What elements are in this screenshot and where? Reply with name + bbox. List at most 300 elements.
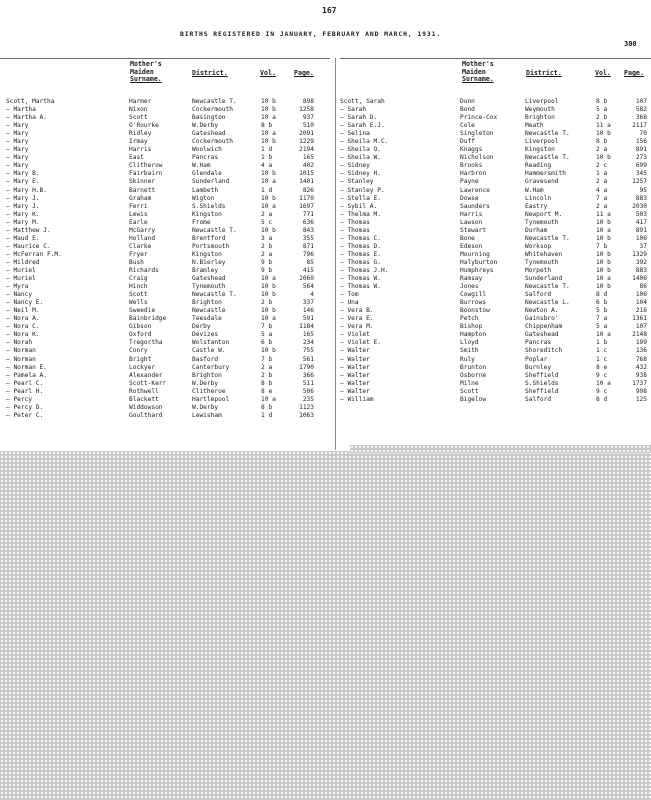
entry-page: 1258	[299, 106, 314, 114]
entry-name: — Mary J.	[6, 194, 40, 202]
entry-page: 2030	[632, 202, 647, 210]
entry-name: — Norah	[6, 339, 33, 347]
entry-page: 796	[302, 250, 314, 258]
entry-name: — Sarah D.	[340, 114, 378, 122]
entry-district: W.Derby	[192, 379, 219, 387]
entry-page: 2148	[632, 331, 647, 339]
entry-vol: 1 d	[261, 146, 273, 154]
entry-district: Durham	[525, 226, 548, 234]
entry-vol: 10 b	[596, 154, 611, 162]
entry-name: — Muriel	[6, 275, 36, 283]
entry-maiden: Wells	[129, 299, 148, 307]
entry-vol: 9 b	[261, 258, 273, 266]
entry-page: 165	[302, 154, 314, 162]
entry-district: Worksop	[525, 242, 552, 250]
entry-row	[6, 275, 331, 283]
entry-district: Devizes	[192, 331, 219, 339]
entry-district: Sheffield	[525, 387, 559, 395]
entry-name: — Thelma M.	[340, 210, 381, 218]
entry-vol: 2 a	[596, 146, 608, 154]
entry-row	[6, 299, 331, 307]
entry-district: Newcastle T.	[192, 98, 237, 105]
entry-maiden: Clarke	[129, 242, 152, 250]
entry-district: Reading	[525, 162, 552, 170]
entry-vol: 10 a	[596, 226, 611, 234]
entry-maiden: Milne	[460, 379, 479, 387]
entry-page: 1015	[299, 170, 314, 178]
entry-row	[340, 259, 651, 267]
entry-maiden: Harbron	[460, 170, 487, 178]
entry-row	[6, 372, 331, 380]
entry-vol: 2 a	[261, 210, 273, 218]
entry-name: — Vera M.	[340, 323, 374, 331]
entry-row	[6, 235, 331, 243]
entry-maiden: Duff	[460, 138, 475, 146]
entry-name: — Stanley P.	[340, 186, 385, 194]
entry-district: Meath	[525, 122, 544, 130]
entry-row	[6, 146, 331, 154]
entry-row	[340, 396, 651, 404]
entry-maiden: Jones	[460, 283, 479, 291]
entry-name: — Mary M.	[6, 218, 40, 226]
entry-maiden: Bush	[129, 258, 144, 266]
entry-vol: 5 a	[261, 331, 273, 339]
entry-maiden: Clitherow	[129, 162, 163, 170]
entry-page: 1401	[299, 178, 314, 186]
page-title: BIRTHS REGISTERED IN JANUARY, FEBRUARY AND MARCH, 1931.	[180, 30, 442, 38]
entry-page: 1184	[299, 323, 314, 331]
entry-name: — Mary H.B.	[6, 186, 47, 194]
entry-district: Gainsbro'	[525, 315, 559, 323]
entry-name: — Walter	[340, 379, 370, 387]
scan-dotted-step	[350, 445, 651, 453]
entry-district: W.Derby	[192, 403, 219, 411]
entry-page: 368	[635, 114, 647, 122]
entry-vol: 11 a	[596, 122, 611, 130]
entry-maiden: Graham	[129, 194, 152, 202]
entry-district: Cockermouth	[192, 138, 233, 146]
entry-page: 70	[639, 130, 647, 138]
entry-district: Basington	[192, 114, 226, 122]
entry-name: — Myra	[6, 283, 29, 291]
entry-maiden: Oxford	[129, 331, 152, 339]
maiden-header-line2: Maiden	[130, 67, 154, 76]
entry-district: Bramley	[192, 266, 219, 274]
entry-maiden: Smith	[460, 347, 479, 355]
entry-page: 1063	[299, 411, 314, 419]
entry-maiden: Petch	[460, 315, 479, 323]
entry-district: Liverpool	[525, 98, 559, 105]
entry-vol: 2 c	[596, 162, 608, 170]
entry-vol: 5 a	[596, 323, 608, 331]
entry-maiden: Mourning	[460, 250, 490, 258]
entry-district: Newcastle T.	[525, 234, 570, 242]
entry-name: — Sheila W.	[340, 154, 381, 162]
entry-district: S.Shields	[192, 202, 226, 210]
entry-page: 1229	[299, 138, 314, 146]
entry-page: 826	[302, 186, 314, 194]
entry-vol: 10 b	[261, 106, 276, 114]
entry-maiden: Conry	[129, 347, 148, 355]
entry-row	[340, 154, 651, 162]
entry-page: 156	[635, 138, 647, 146]
entry-page: 216	[635, 307, 647, 315]
entry-district: Castle W.	[192, 347, 226, 355]
entry-maiden: Holland	[129, 234, 156, 242]
entry-row	[340, 98, 651, 106]
entry-district: Canterbury	[192, 363, 230, 371]
entry-vol: 2 b	[261, 299, 273, 307]
entry-page: 1123	[299, 403, 314, 411]
maiden-header-line1: Mother's	[462, 60, 494, 68]
entry-row	[340, 187, 651, 195]
entry-vol: 8 e	[261, 387, 273, 395]
entry-district: Liverpool	[525, 138, 559, 146]
entry-vol: 1 b	[261, 154, 273, 162]
entry-name: — Matthew J.	[6, 226, 51, 234]
entry-maiden: Alexander	[129, 371, 163, 379]
entry-page: 417	[635, 218, 647, 226]
entry-district: Weymouth	[525, 106, 555, 114]
entry-row	[340, 307, 651, 315]
entry-district: Morpeth	[525, 266, 552, 274]
entry-district: Newcastle	[192, 307, 226, 315]
entry-vol: 10 b	[261, 138, 276, 146]
entry-vol: 10 b	[596, 234, 611, 242]
entry-page: 591	[302, 315, 314, 323]
entry-page: 432	[635, 363, 647, 371]
entry-row	[6, 283, 331, 291]
entry-page: 506	[302, 387, 314, 395]
entry-page: 136	[635, 347, 647, 355]
entry-row	[340, 339, 651, 347]
entry-row	[340, 347, 651, 355]
entry-vol: 10 a	[261, 114, 276, 122]
entry-name: — Nora C.	[6, 323, 40, 331]
volume-number: 300	[624, 40, 637, 48]
entry-name: — Vera B.	[340, 307, 374, 315]
entry-vol: 7 b	[261, 355, 273, 363]
entry-vol: 8 e	[596, 363, 608, 371]
entry-page: 366	[302, 371, 314, 379]
entry-row	[6, 195, 331, 203]
entry-district: Teesdale	[192, 315, 222, 323]
entry-page: 1697	[299, 202, 314, 210]
entry-name: — Una	[340, 299, 359, 307]
maiden-header-line1: Mother's	[130, 60, 162, 68]
entry-name: — Sarah	[340, 106, 367, 114]
entry-maiden: Fryer	[129, 250, 148, 258]
entry-district: W.Ham	[525, 186, 544, 194]
entry-name: — Thomas J.H.	[340, 266, 389, 274]
entry-vol: 7 b	[261, 323, 273, 331]
entry-name: — Stanley	[340, 178, 374, 186]
entry-name: — Stella E.	[340, 194, 381, 202]
entry-page: 165	[302, 331, 314, 339]
entry-row	[6, 404, 331, 412]
entry-vol: 10 a	[261, 202, 276, 210]
entry-maiden: Bone	[460, 234, 475, 242]
entry-page: 273	[635, 154, 647, 162]
entry-row	[6, 106, 331, 114]
entry-row	[340, 235, 651, 243]
scan-dotted-region	[0, 451, 651, 800]
entry-vol: 8 b	[261, 403, 273, 411]
entry-page: 883	[635, 194, 647, 202]
entry-name: — Mary K.	[6, 210, 40, 218]
entry-maiden: Nicholson	[460, 154, 494, 162]
maiden-header-line3: Surname.	[130, 75, 162, 84]
entry-vol: 5 b	[596, 307, 608, 315]
entry-vol: 8 b	[596, 138, 608, 146]
entry-vol: 9 b	[261, 266, 273, 274]
entry-maiden: O'Rourke	[129, 122, 159, 130]
entry-row	[340, 122, 651, 130]
entry-name: — Thomas	[340, 226, 370, 234]
entry-maiden: Bright	[129, 355, 152, 363]
entry-district: Wolstanton	[192, 339, 230, 347]
entry-row	[340, 315, 651, 323]
entry-vol: 10 b	[261, 283, 276, 291]
entry-page: 2091	[299, 130, 314, 138]
entry-vol: 7 a	[596, 194, 608, 202]
entry-vol: 10 b	[596, 266, 611, 274]
entry-vol: 10 b	[261, 307, 276, 315]
maiden-header-line3: Surname.	[462, 75, 494, 84]
entry-name: — Tom	[340, 291, 359, 299]
entry-vol: 5 a	[596, 106, 608, 114]
entry-page: 1361	[632, 315, 647, 323]
entry-row	[6, 243, 331, 251]
entry-row	[6, 138, 331, 146]
entry-maiden: Singleton	[460, 130, 494, 138]
header-rule-left	[0, 58, 330, 59]
entry-row	[340, 283, 651, 291]
entry-page: 898	[302, 98, 314, 105]
entry-vol: 10 b	[596, 250, 611, 258]
entry-name: — Mary	[6, 122, 29, 130]
entry-page: 771	[302, 210, 314, 218]
entry-name: — Thomas D.	[340, 242, 381, 250]
entry-vol: 10 b	[261, 194, 276, 202]
entry-district: Hammersmith	[525, 170, 566, 178]
entry-maiden: Barnett	[129, 186, 156, 194]
entry-row	[6, 356, 331, 364]
entry-maiden: Harris	[129, 146, 152, 154]
entry-maiden: Saunders	[460, 202, 490, 210]
entry-row	[6, 114, 331, 122]
entry-row	[340, 364, 651, 372]
entry-page: 106	[635, 234, 647, 242]
entry-name: — Percy D.	[6, 403, 44, 411]
entry-name: — Norman	[6, 355, 36, 363]
entry-row	[6, 307, 331, 315]
entry-maiden: Ridley	[129, 130, 152, 138]
entry-page: 4	[310, 291, 314, 299]
entry-row	[340, 211, 651, 219]
entry-maiden: Brunton	[460, 363, 487, 371]
entry-maiden: Tregortha	[129, 339, 163, 347]
entry-row	[340, 251, 651, 259]
entry-district: Brighton	[192, 371, 222, 379]
entry-name: — Violet E.	[340, 339, 381, 347]
entry-row	[6, 291, 331, 299]
entry-name: — Neil M.	[6, 307, 40, 315]
entry-row	[340, 243, 651, 251]
entry-district: Gateshead	[525, 331, 559, 339]
entry-row	[6, 98, 331, 106]
entry-maiden: Cowgill	[460, 291, 487, 299]
entry-maiden: Fairbairn	[129, 170, 163, 178]
entry-name: — Norman	[6, 347, 36, 355]
entry-vol: 10 b	[596, 130, 611, 138]
entry-district: Burnley	[525, 363, 552, 371]
entry-maiden: Scott	[460, 387, 479, 395]
entry-page: 355	[302, 234, 314, 242]
entry-maiden: Boonstow	[460, 307, 490, 315]
entry-vol: 10 b	[261, 98, 276, 105]
entry-page: 1737	[632, 379, 647, 387]
entry-maiden: Earle	[129, 218, 148, 226]
entry-maiden: Ruly	[460, 355, 475, 363]
entry-vol: 1 d	[261, 186, 273, 194]
entry-maiden: Prince-Cox	[460, 114, 498, 122]
entry-vol: 10 a	[261, 130, 276, 138]
entry-page: 234	[302, 339, 314, 347]
entry-district: Sheffield	[525, 371, 559, 379]
right-maiden-header	[462, 61, 494, 84]
entry-maiden: Irmay	[129, 138, 148, 146]
entry-vol: 6 b	[261, 339, 273, 347]
entry-district: W.Derby	[192, 122, 219, 130]
entry-page: 755	[302, 347, 314, 355]
entry-vol: 10 b	[596, 258, 611, 266]
entry-page: 2117	[632, 122, 647, 130]
entry-name: — Walter	[340, 363, 370, 371]
entry-row	[340, 356, 651, 364]
entry-page: 402	[302, 162, 314, 170]
entry-name: — Martha A.	[6, 114, 47, 122]
entry-maiden: Harmer	[129, 98, 152, 105]
entry-district: Newcastle T.	[525, 154, 570, 162]
entry-page: 1406	[632, 275, 647, 283]
entry-maiden: Halyburton	[460, 258, 498, 266]
entry-vol: 2 a	[261, 363, 273, 371]
entry-row	[6, 259, 331, 267]
entry-maiden: Widdowson	[129, 403, 163, 411]
entry-vol: 3 a	[261, 234, 273, 242]
entry-name: — Mary	[6, 138, 29, 146]
entry-name: — Pamela A.	[6, 371, 47, 379]
entry-row	[340, 178, 651, 186]
entry-page: 345	[635, 170, 647, 178]
entry-name: — Sidney H.	[340, 170, 381, 178]
entry-page: 871	[302, 242, 314, 250]
entry-district: Derby	[192, 323, 211, 331]
entry-maiden: Skinner	[129, 178, 156, 186]
entry-vol: 2 a	[596, 178, 608, 186]
entry-page: 1790	[299, 363, 314, 371]
entry-row	[6, 122, 331, 130]
entry-district: Brighton	[192, 299, 222, 307]
entry-vol: 4 a	[261, 162, 273, 170]
entry-page: 1329	[632, 250, 647, 258]
entry-vol: 10 a	[261, 395, 276, 403]
entry-row	[6, 339, 331, 347]
entry-district: Hartlepool	[192, 395, 230, 403]
entry-row	[6, 187, 331, 195]
entry-maiden: Burrows	[460, 299, 487, 307]
maiden-header-line2: Maiden	[462, 67, 486, 76]
entry-district: Sunderland	[192, 178, 230, 186]
entry-name: — William	[340, 395, 374, 403]
entry-maiden: Ferri	[129, 202, 148, 210]
entry-name: — Mary	[6, 130, 29, 138]
entry-maiden: Knaggs	[460, 146, 483, 154]
entry-vol: 2 a	[261, 250, 273, 258]
entry-district: Kingston	[192, 250, 222, 258]
entry-district: Newcastle T.	[525, 130, 570, 138]
entry-vol: 10 b	[261, 291, 276, 299]
right-entry-column	[340, 98, 651, 404]
entry-maiden: Bond	[460, 106, 475, 114]
entry-district: Poplar	[525, 355, 548, 363]
entry-vol: 10 b	[596, 218, 611, 226]
entry-maiden: Hampton	[460, 331, 487, 339]
entry-district: Chippenham	[525, 323, 563, 331]
entry-vol: 7 a	[596, 315, 608, 323]
entry-row	[340, 267, 651, 275]
entry-district: Clitheroe	[192, 387, 226, 395]
entry-name: — Sybil A.	[340, 202, 378, 210]
entry-name: — Selina	[340, 130, 370, 138]
entry-row	[340, 114, 651, 122]
entry-maiden: Scott-Kerr	[129, 379, 167, 387]
right-district-header: District.	[526, 69, 562, 77]
entry-name: — Mary B.	[6, 170, 40, 178]
entry-maiden: Payne	[460, 178, 479, 186]
entry-row	[340, 275, 651, 283]
entry-district: Lewisham	[192, 411, 222, 419]
entry-name: — Thomas W.	[340, 275, 381, 283]
entry-district: S.Shields	[525, 379, 559, 387]
entry-name: Scott, Sarah	[340, 98, 385, 105]
entry-row	[6, 170, 331, 178]
entry-name: — Walter	[340, 355, 370, 363]
entry-district: Salford	[525, 291, 552, 299]
entry-vol: 6 b	[596, 299, 608, 307]
entry-row	[6, 211, 331, 219]
entry-vol: 1 c	[596, 347, 608, 355]
entry-page: 891	[635, 226, 647, 234]
entry-page: 106	[635, 291, 647, 299]
entry-page: 199	[635, 339, 647, 347]
entry-name: Scott, Martha	[6, 98, 55, 105]
entry-page: 2060	[299, 275, 314, 283]
entry-maiden: Dunn	[460, 98, 475, 105]
entry-district: Cockermouth	[192, 106, 233, 114]
entry-vol: 11 a	[596, 210, 611, 218]
entry-vol: 1 d	[261, 411, 273, 419]
entry-page: 107	[635, 323, 647, 331]
entry-maiden: Goulthard	[129, 411, 163, 419]
entry-maiden: Edeson	[460, 242, 483, 250]
entry-maiden: Lawrence	[460, 186, 490, 194]
entry-district: Kingston	[192, 210, 222, 218]
entry-row	[6, 203, 331, 211]
entry-district: Shoreditch	[525, 347, 563, 355]
entry-name: — Norman E.	[6, 363, 47, 371]
